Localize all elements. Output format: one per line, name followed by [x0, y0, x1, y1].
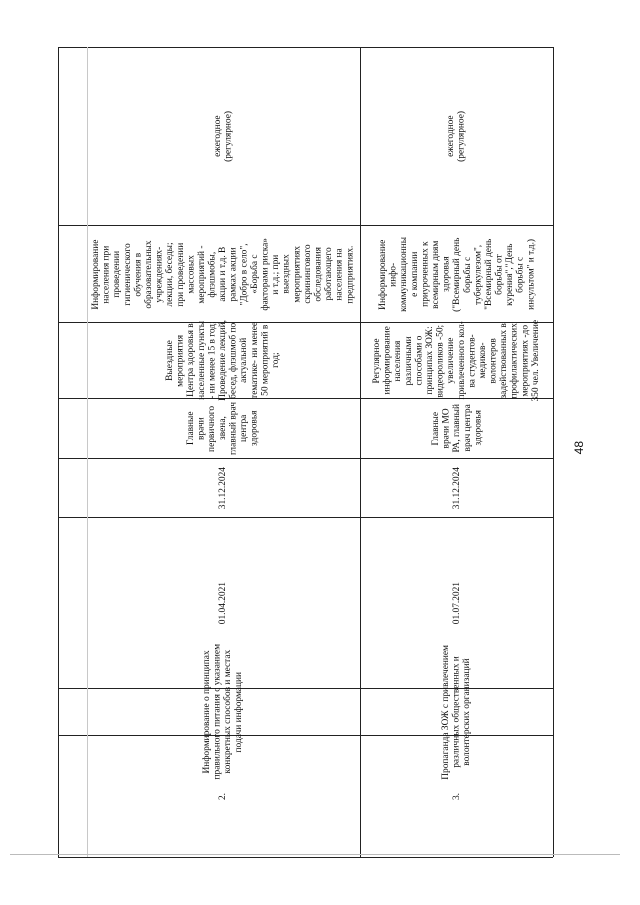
start-date-text: 01.07.2021 [451, 581, 462, 625]
periodicity-text: ежегодное (регулярное) [446, 111, 467, 162]
end-date-text: 31.12.2024 [451, 466, 462, 510]
action-text: Информирование о принципах правильного питания с указанием конкретных способов и местах подачи информации [202, 644, 245, 780]
responsible-text: Главные врачи МО РА, главный врач центра здоровья [430, 404, 483, 453]
row-3-action-cell [361, 644, 553, 780]
page-number-text: 48 [572, 441, 586, 455]
content-text: Информирование населения при проведении гигиенического обучения в образовательных учреждениях- лекции, беседы; при проведении массовых мероприятий - флэшмобы, акции и т.д. В рамках акции "Добро в село", «Борьба с факторами риска» и т.д.; при выездных мероприятиях скринингового обследования работающего населения на предприятиях. [91, 237, 356, 311]
indicator-text: Регулярное информирование населения различными способами о принципах ЗОЖ: видеороликов -50; увеличение привлеченного кол- ва студентов- медиков- волонтеров задействованных в профилактических мероприятиях -до 350 чел. Увеличение [372, 319, 542, 402]
responsible-text: Главные врачи первичного звена, главный врач центра здоровья [186, 402, 260, 455]
row-3-content-cell [361, 226, 553, 322]
row-3-responsible-cell [361, 399, 553, 458]
table-border-left [58, 47, 59, 857]
row-2-end-date-cell [87, 459, 360, 517]
start-date-text: 01.04.2021 [218, 581, 229, 625]
table-border-right [553, 47, 554, 857]
page-number [571, 438, 587, 458]
content-text: Информирование инфо- коммуникационны е компании приуроченных к всемирным дням здоровья ("Всемирный день борьбы с туберкулезом", "Всемирный день борьбы от курения","День борьбы с инсультом" и т.д.) [377, 236, 536, 312]
row-2-periodicity-cell [87, 48, 360, 225]
row-2-responsible-cell [87, 399, 360, 458]
row-2-indicator-cell [87, 320, 360, 401]
indicator-text: Выездные мероприятия Центра здоровья в населенные пункты - ни менее 15 в год; Проведение лекций, бесед, флэшмоб по актуальной тематике- ни менее 50 мероприятий в год; [165, 320, 282, 401]
row-3-number-cell [361, 736, 553, 857]
row-number: 2. [218, 792, 229, 801]
row-3-periodicity-cell [361, 48, 553, 225]
end-date-text: 31.12.2024 [218, 466, 229, 510]
row-3-indicator-cell [361, 319, 553, 402]
periodicity-text: ежегодное (регулярное) [212, 111, 234, 162]
row-2-content-cell [87, 226, 360, 322]
row-2-number-cell [87, 736, 360, 857]
action-text: Пропаганда ЗОЖ с привлечением различных общественных и волонтерских организаций [441, 644, 473, 780]
row-3-end-date-cell [361, 459, 553, 517]
row-number: 3. [451, 792, 462, 801]
row-2-action-cell [87, 644, 360, 780]
table-border-bottom [58, 857, 553, 858]
